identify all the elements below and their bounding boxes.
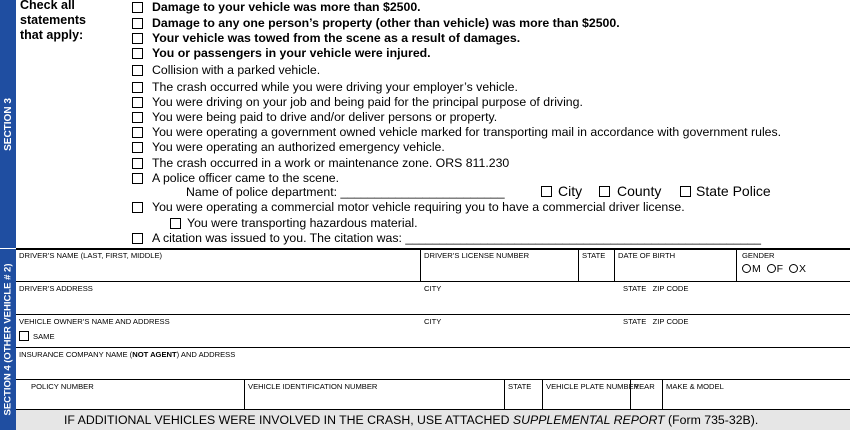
statement-checkbox[interactable] [132,82,143,93]
drivers-license-label: DRIVER’S LICENSE NUMBER [424,251,530,260]
owner-name-label: VEHICLE OWNER’S NAME AND ADDRESS [19,317,170,326]
statement-text: Damage to your vehicle was more than $2500. [152,0,421,14]
city-label-1: CITY [424,284,442,293]
citation-checkbox[interactable] [132,233,143,244]
same-label: SAME [33,332,55,341]
row-line-2 [16,314,850,315]
col-line-gender [736,249,737,281]
col-line-license [420,249,421,281]
statement-checkbox[interactable] [132,142,143,153]
row-line-4 [16,379,850,380]
insurance-label: INSURANCE COMPANY NAME (NOT AGENT) AND ADDRESS [19,350,236,359]
section3-label-wrap [0,0,16,248]
statement-text: The crash occurred while you were driving your employer’s vehicle. [152,80,518,94]
col-line-dob [614,249,615,281]
commercial-checkbox[interactable] [132,202,143,213]
same-checkbox[interactable] [19,331,29,341]
gender-label: GENDER [742,251,775,260]
police-department-label: Name of police department: ________________________ [186,185,505,199]
drivers-address-label: DRIVER’S ADDRESS [19,284,93,293]
statement-checkbox[interactable] [132,97,143,108]
drivers-name-label: DRIVER’S NAME (LAST, FIRST, MIDDLE) [19,251,163,260]
year-label: YEAR [634,382,655,391]
statement-checkbox[interactable] [132,158,143,169]
gender-options [742,263,806,275]
section4-label-wrap [0,249,16,430]
statement-checkbox[interactable] [132,65,143,76]
statement-text: Damage to any one person’s property (other than vehicle) was more than $2500. [152,16,620,30]
state-zip-label-2: STATE ZIP CODE [623,317,689,326]
gender-m-label: M [752,263,761,275]
gender-f-label: F [776,263,784,275]
county-option-label: County [617,183,662,199]
section3-label: SECTION 3 [2,97,14,151]
statement-text: You or passengers in your vehicle were injured. [152,46,431,60]
state-police-checkbox[interactable] [680,186,691,197]
statement-text: Collision with a parked vehicle. [152,63,321,77]
state-label-4: STATE [508,382,532,391]
citation-statement: A citation was issued to you. The citation was: ____________________________________________________ [152,231,761,245]
gender-m-radio[interactable] [742,264,751,273]
state-police-option-label: State Police [696,183,771,199]
statement-checkbox[interactable] [132,2,143,13]
col-line-make [662,379,663,409]
statement-text: You were operating a government owned vehicle marked for transporting mail in accordance with government rules. [152,125,782,139]
col-line-state4 [504,379,505,409]
city-checkbox[interactable] [541,186,552,197]
make-model-label: MAKE & MODEL [666,382,724,391]
col-line-state1 [578,249,579,281]
gender-f-radio[interactable] [767,264,776,273]
statement-text: A police officer came to the scene. [152,171,340,185]
vin-label: VEHICLE IDENTIFICATION NUMBER [248,382,378,391]
section-divider [16,248,850,250]
commercial-statement: You were operating a commercial motor vehicle requiring you to have a commercial driver license. [152,200,685,214]
statement-text: Your vehicle was towed from the scene as a result of damages. [152,31,521,45]
hazmat-statement: You were transporting hazardous material. [187,216,418,230]
statement-text: You were being paid to drive and/or deliver persons or property. [152,110,498,124]
col-line-plate [542,379,543,409]
gender-x-label: X [799,263,807,275]
statement-checkbox[interactable] [132,112,143,123]
statement-checkbox[interactable] [132,48,143,59]
col-line-vin [244,379,245,409]
city-option-label: City [558,183,583,199]
hazmat-checkbox[interactable] [170,218,181,229]
statement-checkbox[interactable] [132,127,143,138]
county-checkbox[interactable] [599,186,610,197]
footer-notice: IF ADDITIONAL VEHICLES WERE INVOLVED IN THE CRASH, USE ATTACHED SUPPLEMENTAL REPORT (Form 735-32B). [64,413,759,427]
statement-checkbox[interactable] [132,18,143,29]
state-label-1: STATE [582,251,606,260]
statement-checkbox[interactable] [132,33,143,44]
statement-checkbox[interactable] [132,173,143,184]
policy-label: POLICY NUMBER [31,382,94,391]
plate-label: VEHICLE PLATE NUMBER [546,382,640,391]
section4-label: SECTION 4 (OTHER VEHICLE # 2) [2,263,14,416]
row-line-1 [16,281,850,282]
state-zip-label-1: STATE ZIP CODE [623,284,689,293]
check-all-label: Check all statements that apply: [20,0,86,42]
dob-label: DATE OF BIRTH [618,251,676,260]
gender-x-radio[interactable] [789,264,798,273]
city-label-2: CITY [424,317,442,326]
statement-text: You were driving on your job and being paid for the principal purpose of driving. [152,95,583,109]
statement-text: The crash occurred in a work or maintenance zone. ORS 811.230 [152,156,510,170]
statement-text: You were operating an authorized emergency vehicle. [152,140,445,154]
row-line-3 [16,347,850,348]
